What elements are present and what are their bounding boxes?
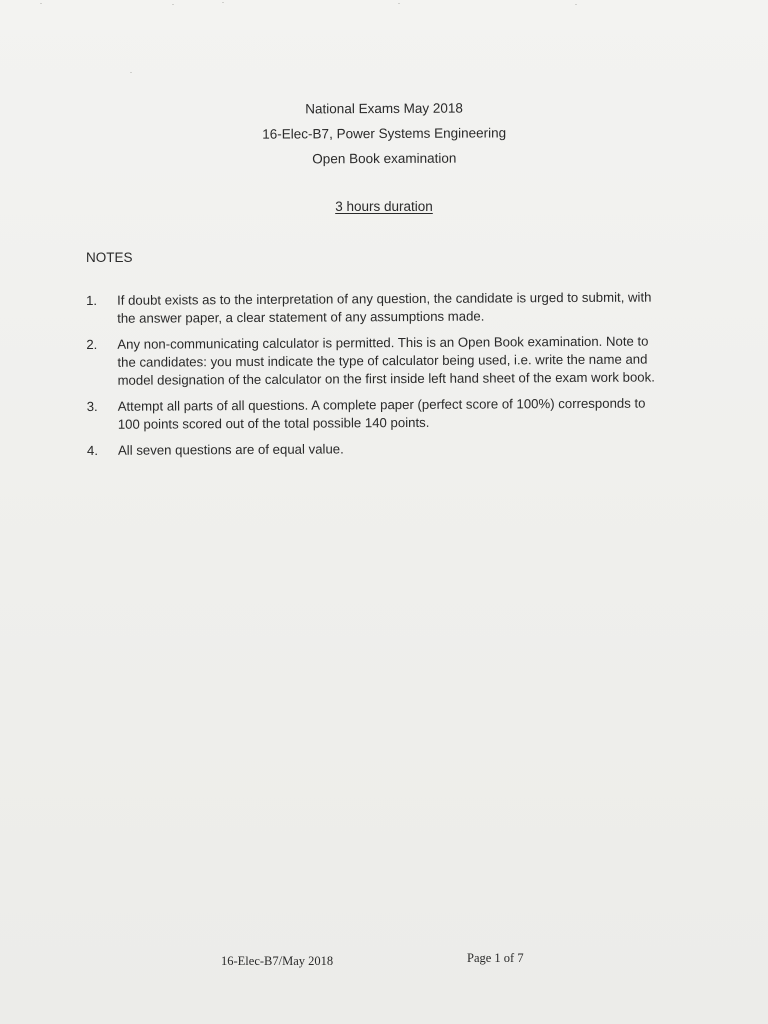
scan-speck	[575, 4, 577, 5]
exam-type: Open Book examination	[312, 150, 457, 167]
scan-speck	[222, 2, 224, 3]
note-number: 3.	[86, 398, 98, 414]
notes-heading: NOTES	[86, 250, 133, 265]
duration-text: 3 hours duration	[335, 199, 433, 214]
scan-speck	[130, 72, 132, 73]
note-text: Attempt all parts of all questions. A complete paper (perfect score of 100%) corresponds to 100 points scored out of the total possible 140 points.	[117, 395, 646, 432]
exam-title: National Exams May 2018	[305, 100, 463, 117]
exam-header	[0, 94, 768, 173]
note-text: If doubt exists as to the interpretation of any question, the candidate is urged to submit, with the answer paper, a clear statement of any assumptions made.	[117, 289, 652, 326]
scan-speck	[398, 3, 400, 4]
scan-speck	[172, 4, 174, 5]
note-text: All seven questions are of equal value.	[117, 441, 344, 458]
note-item	[86, 288, 666, 328]
footer-page-number: Page 1 of 7	[467, 951, 524, 965]
footer-exam-code: 16-Elec-B7/May 2018	[221, 954, 334, 968]
note-text: Any non-communicating calculator is permitted. This is an Open Book examination. Note to the candidates: you must indicate the type of calculator being used, i.e. write the name and model designation of the calculator on the first inside left hand sheet of the exam work book.	[117, 333, 655, 388]
note-number: 2.	[86, 336, 98, 352]
note-item	[87, 438, 667, 460]
course-title: 16-Elec-B7, Power Systems Engineering	[262, 125, 507, 142]
note-number: 1.	[86, 292, 98, 308]
exam-duration	[0, 196, 768, 218]
note-item	[87, 394, 667, 434]
note-item	[86, 332, 666, 390]
note-number: 4.	[86, 442, 99, 458]
scan-speck	[40, 3, 42, 4]
notes-list	[86, 288, 667, 468]
